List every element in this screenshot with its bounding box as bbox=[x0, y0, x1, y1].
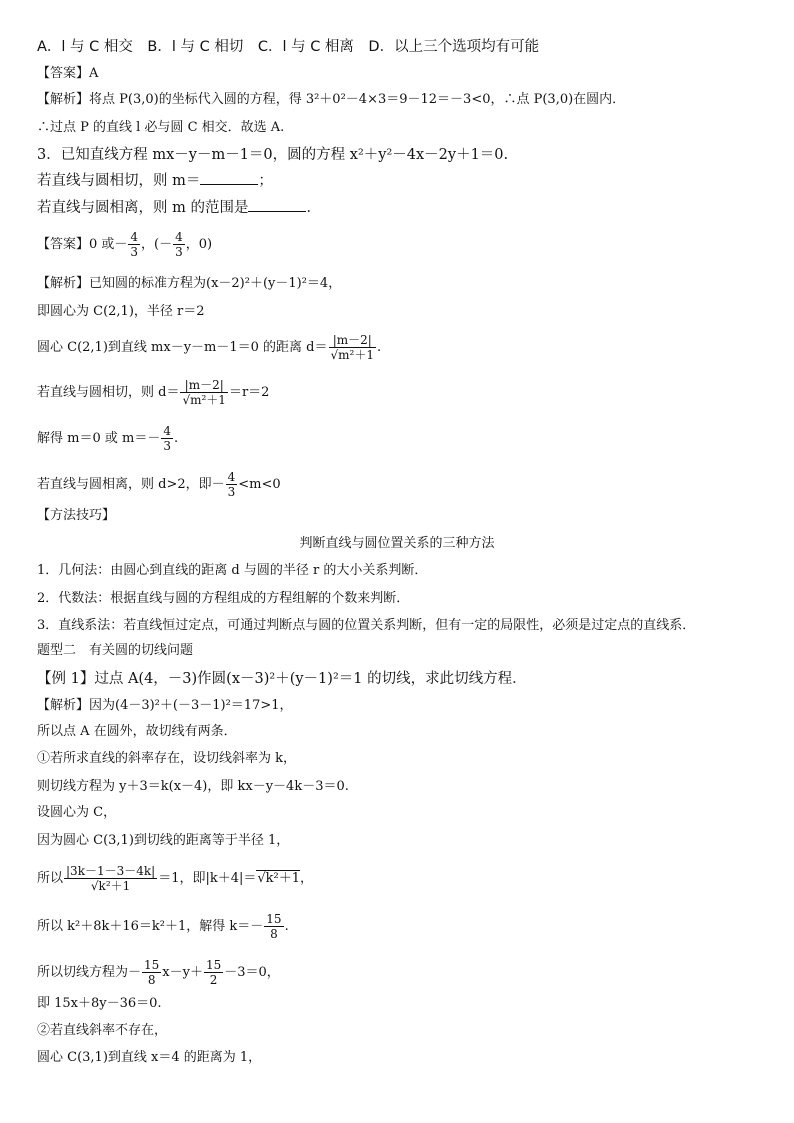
q2-analysis-line-2: ∴过点 P 的直线 l 必与圆 C 相交．故选 A. bbox=[37, 120, 285, 135]
q3-analysis-line-4: 若直线与圆相切，则 d＝ $\frac{|m-2|}{\text{√m²＋1}}$ ＝r＝2 bbox=[37, 378, 270, 407]
ex1-analysis-line-6: 因为圆心 C(3,1)到切线的距离等于半径 1， bbox=[37, 833, 290, 848]
q3-analysis-line-1: 【解析】已知圆的标准方程为(x－2)²＋(y－1)²＝4， bbox=[37, 276, 342, 291]
example-1-stem: 【例 1】过点 A(4，－3)作圆(x－3)²＋(y－1)²＝1 的切线，求此切线方程． bbox=[37, 671, 527, 687]
answer-blank-1 bbox=[200, 172, 258, 185]
q3-analysis-line-6: 若直线与圆相离，则 d>2，即－ $\frac{4}{3}$ <m<0 bbox=[37, 470, 281, 499]
q3-sub-question-1: 若直线与圆相切，则 m＝ ； bbox=[37, 173, 273, 189]
method-1: 1．几何法：由圆心到直线的距离 d 与圆的半径 r 的大小关系判断． bbox=[37, 563, 428, 578]
fraction: $\frac{4}{3}$ bbox=[175, 230, 183, 259]
q3-sub-question-2: 若直线与圆相离，则 m 的范围是 ． bbox=[37, 200, 321, 216]
ex1-analysis-line-11: ②若直线斜率不存在， bbox=[37, 1023, 168, 1038]
ex1-analysis-line-2: 所以点 A 在圆外，故切线有两条． bbox=[37, 724, 237, 739]
method-2: 2．代数法：根据直线与圆的方程组成的方程组解的个数来判断． bbox=[37, 591, 410, 606]
q2-analysis-line-1: 【解析】将点 P(3,0)的坐标代入圆的方程，得 3²＋0²－4×3＝9－12＝－3<0，∴点 P(3,0)在圆内． bbox=[37, 92, 626, 107]
ex1-analysis-line-3: ①若所求直线的斜率存在，设切线斜率为 k， bbox=[37, 751, 297, 766]
q3-answer: 【答案】0 或－ $\frac{4}{3}$ ，(－ $\frac{4}{3}$ ，0) bbox=[37, 230, 213, 259]
q2-answer: 【答案】A bbox=[37, 66, 99, 81]
answer-blank-2 bbox=[248, 199, 306, 212]
distance-fraction: $\frac{|m-2|}{\text{√m²＋1}}$ bbox=[330, 333, 374, 362]
ex1-analysis-line-10: 即 15x＋8y－36＝0. bbox=[37, 996, 162, 1011]
ex1-analysis-line-12: 圆心 C(3,1)到直线 x＝4 的距离为 1， bbox=[37, 1050, 262, 1065]
fraction: $\frac{4}{3}$ bbox=[130, 230, 139, 259]
ex1-analysis-line-5: 设圆心为 C， bbox=[37, 805, 117, 820]
section-title-type2: 题型二 有关圆的切线问题 bbox=[37, 643, 194, 658]
ex1-analysis-line-9: 所以切线方程为－ $\frac{15}{8}$ x－y＋ $\frac{15}{2}$ －3＝0， bbox=[37, 958, 280, 987]
ex1-analysis-line-1: 【解析】因为(4－3)²＋(－3－1)²＝17>1， bbox=[37, 698, 293, 713]
distance-fraction: $\frac{|3k-1-3-4k|}{\text{√k²＋1}}$ bbox=[66, 864, 156, 893]
q3-analysis-line-2: 即圆心为 C(2,1)，半径 r＝2 bbox=[37, 304, 205, 319]
fraction: $\frac{15}{2}$ bbox=[205, 958, 222, 987]
method-3: 3．直线系法：若直线恒过定点，可通过判断点与圆的位置关系判断，但有一定的局限性，必须是过定点的直线系． bbox=[37, 618, 696, 633]
q3-analysis-line-5: 解得 m＝0 或 m＝－ $\frac{4}{3}$ . bbox=[37, 424, 179, 453]
fraction: $\frac{4}{3}$ bbox=[163, 424, 171, 453]
ex1-analysis-line-7: 所以 $\frac{|3k-1-3-4k|}{\text{√k²＋1}}$ ＝1，即|k＋4|＝√k²＋1， bbox=[37, 864, 314, 893]
q3-stem: 3．已知直线方程 mx－y－m－1＝0，圆的方程 x²＋y²－4x－2y＋1＝0. bbox=[37, 147, 509, 163]
method-title: 判断直线与圆位置关系的三种方法 bbox=[299, 536, 495, 551]
method-heading: 【方法技巧】 bbox=[37, 508, 116, 523]
fraction: $\frac{15}{8}$ bbox=[144, 958, 160, 987]
fraction: $\frac{15}{8}$ bbox=[266, 912, 282, 941]
ex1-analysis-line-4: 则切线方程为 y＋3＝k(x－4)，即 kx－y－4k－3＝0. bbox=[37, 779, 349, 794]
distance-fraction: $\frac{|m-2|}{\text{√m²＋1}}$ bbox=[182, 378, 226, 407]
choice-options: A．l 与 C 相交 B．l 与 C 相切 C．l 与 C 相离 D．以上三个选项均有可能 bbox=[37, 39, 540, 55]
q3-analysis-line-3: 圆心 C(2,1)到直线 mx－y－m－1＝0 的距离 d＝ $\frac{|m-2|}{\text{√m²＋1}}$ . bbox=[37, 333, 382, 362]
ex1-analysis-line-8: 所以 k²＋8k＋16＝k²＋1，解得 k＝－ $\frac{15}{8}$ . bbox=[37, 912, 289, 941]
fraction: $\frac{4}{3}$ bbox=[227, 470, 236, 499]
